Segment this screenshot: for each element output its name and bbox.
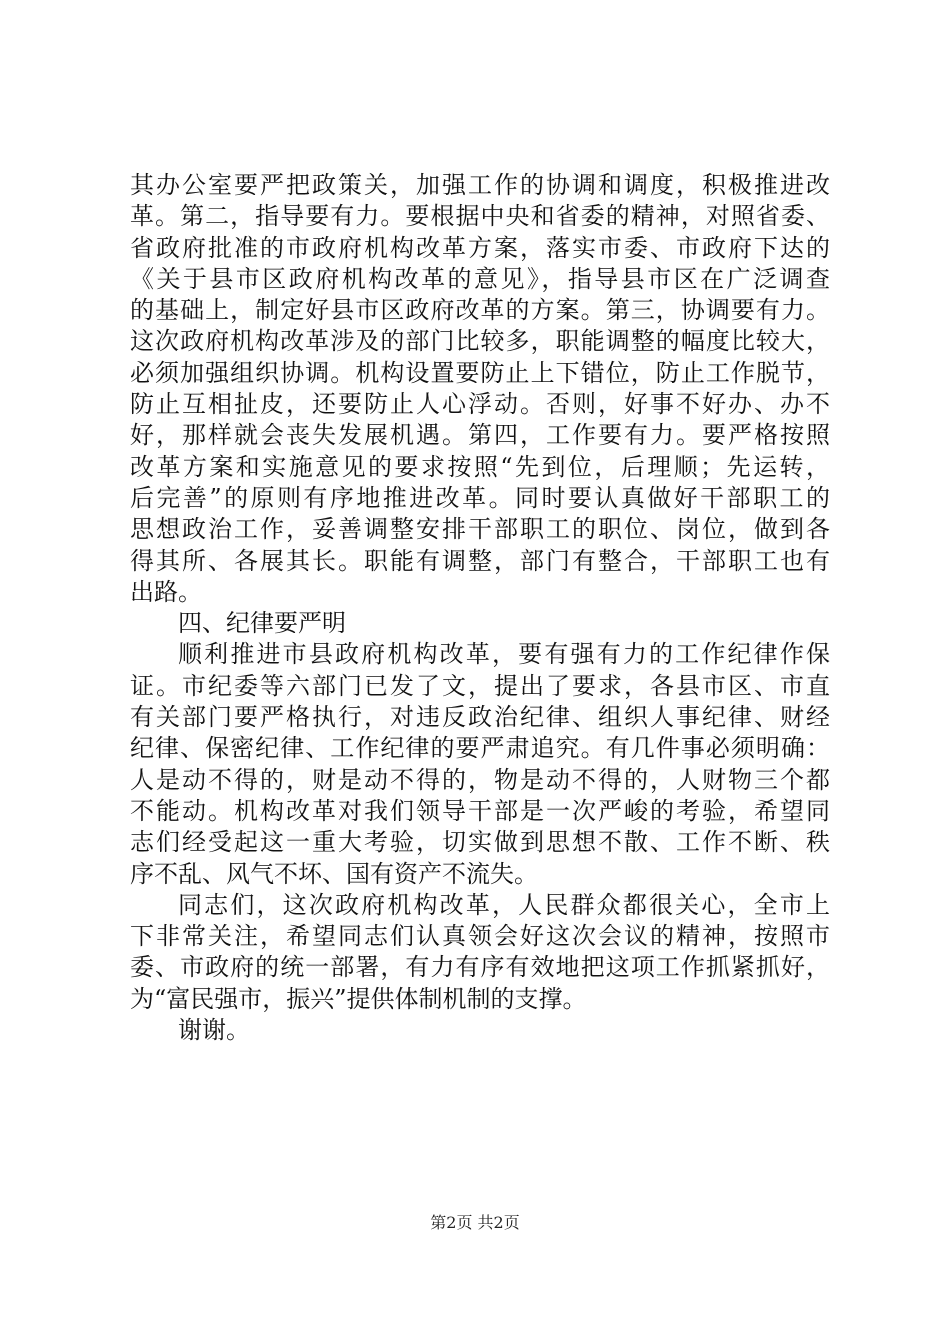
text-line: 必须加强组织协调。机构设置要防止上下错位，防止工作脱节， — [130, 358, 830, 387]
text-line: 人是动不得的，财是动不得的，物是动不得的，人财物三个都 — [130, 765, 830, 794]
text-line: 《关于县市区政府机构改革的意见》，指导县市区在广泛调查 — [130, 264, 830, 293]
paragraph — [130, 608, 830, 639]
text-line: 省政府批准的市政府机构改革方案，落实市委、市政府下达的 — [130, 233, 830, 262]
text-line: 纪律、保密纪律、工作纪律的要严肃追究。有几件事必须明确： — [130, 734, 830, 763]
text-line: 下非常关注，希望同志们认真领会好这次会议的精神，按照市 — [130, 922, 830, 951]
text-line: 顺利推进市县政府机构改革，要有强有力的工作纪律作保 — [178, 640, 830, 669]
text-line: 好，那样就会丧失发展机遇。第四，工作要有力。要严格按照 — [130, 421, 830, 450]
text-line: 改革方案和实施意见的要求按照“先到位，后理顺；先运转， — [130, 452, 830, 481]
document-body — [130, 170, 830, 1046]
text-line: 序不乱、风气不坏、国有资产不流失。 — [130, 859, 538, 888]
paragraph — [130, 170, 830, 608]
text-line: 这次政府机构改革涉及的部门比较多，职能调整的幅度比较大， — [130, 327, 830, 356]
text-line: 谢谢。 — [178, 1016, 250, 1045]
text-line: 革。第二，指导要有力。要根据中央和省委的精神，对照省委、 — [130, 202, 830, 231]
text-line: 同志们，这次政府机构改革，人民群众都很关心，全市上 — [178, 890, 830, 919]
paragraph — [130, 1015, 830, 1046]
text-line: 为“富民强市，振兴”提供体制机制的支撑。 — [130, 984, 587, 1013]
paragraph — [130, 639, 830, 889]
paragraph — [130, 890, 830, 1015]
text-line: 得其所、各展其长。职能有调整，部门有整合，干部职工也有 — [130, 546, 830, 575]
text-line: 有关部门要严格执行，对违反政治纪律、组织人事纪律、财经 — [130, 703, 830, 732]
page-footer — [0, 1213, 950, 1233]
text-line: 的基础上，制定好县市区政府改革的方案。第三，协调要有力。 — [130, 296, 830, 325]
text-line: 思想政治工作，妥善调整安排干部职工的职位、岗位，做到各 — [130, 515, 830, 544]
text-line: 证。市纪委等六部门已发了文，提出了要求，各县市区、市直 — [130, 671, 830, 700]
text-line: 后完善”的原则有序地推进改革。同时要认真做好干部职工的 — [130, 483, 830, 512]
text-line: 志们经受起这一重大考验，切实做到思想不散、工作不断、秩 — [130, 828, 830, 857]
text-line: 不能动。机构改革对我们领导干部是一次严峻的考验，希望同 — [130, 796, 830, 825]
text-line: 出路。 — [130, 577, 202, 606]
text-line: 其办公室要严把政策关，加强工作的协调和调度，积极推进改 — [130, 171, 830, 199]
text-line: 委、市政府的统一部署，有力有序有效地把这项工作抓紧抓好， — [130, 953, 830, 982]
text-line: 四、纪律要严明 — [178, 609, 346, 638]
page-number-label: 第2页 共2页 — [430, 1213, 520, 1232]
text-line: 防止互相扯皮，还要防止人心浮动。否则，好事不好办、办不 — [130, 390, 830, 419]
